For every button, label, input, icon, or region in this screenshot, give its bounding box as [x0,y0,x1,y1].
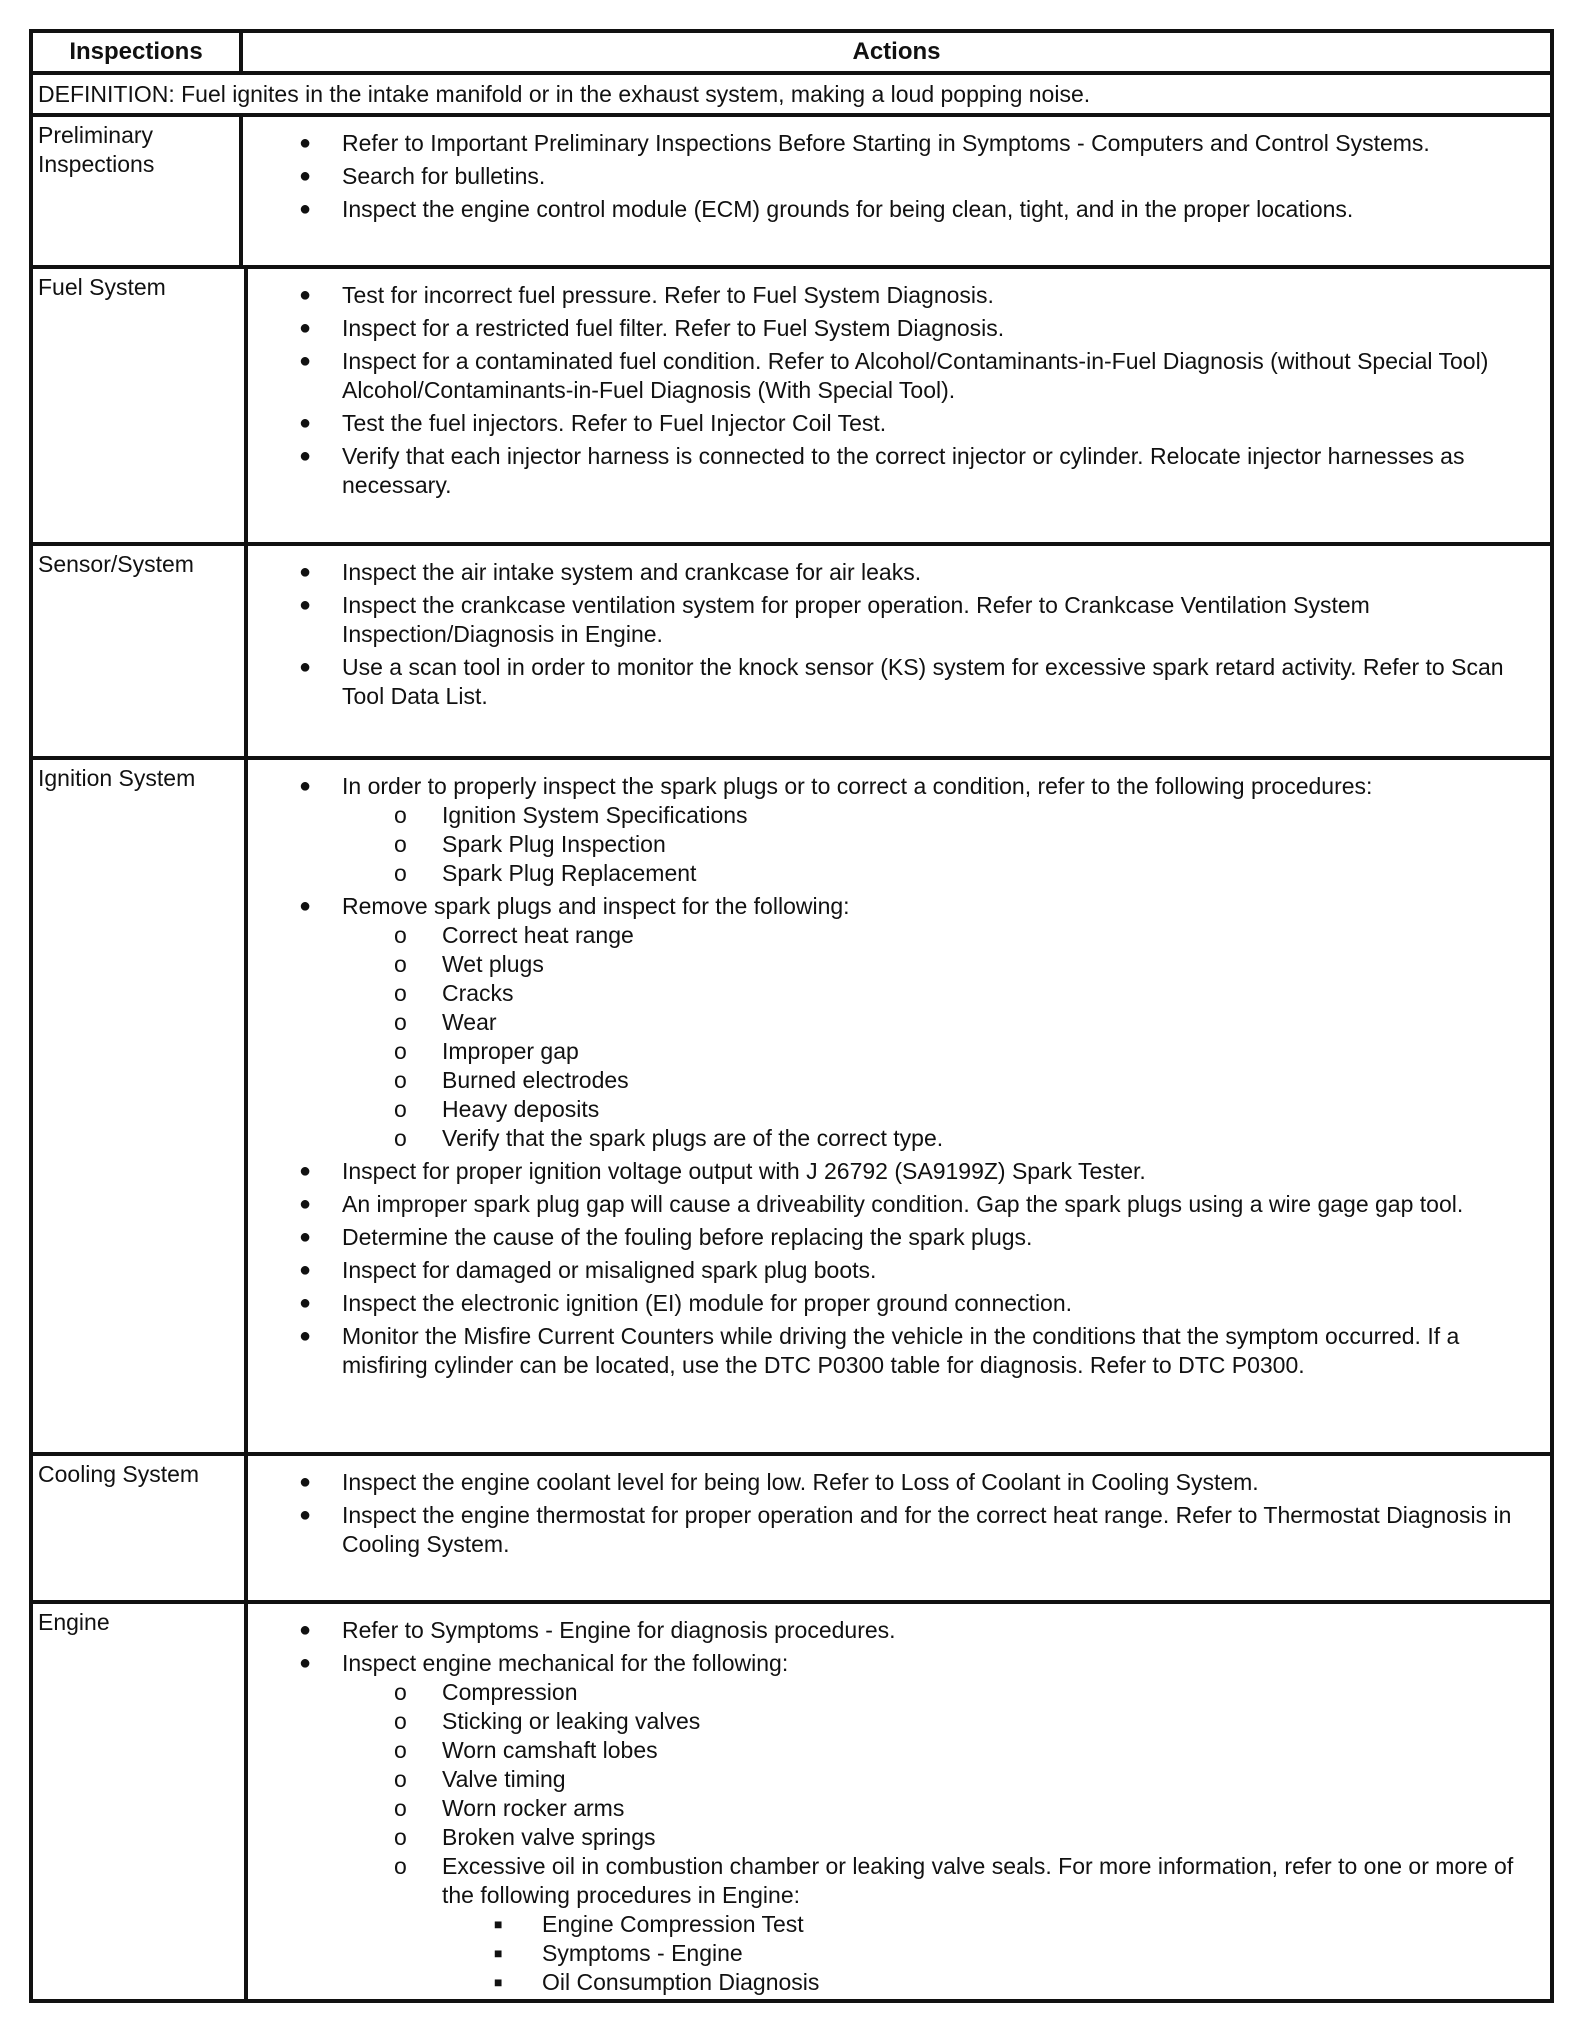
bullet-icon: o [394,1679,407,1705]
action-text: Test for incorrect fuel pressure. Refer to Fuel System Diagnosis. [342,282,994,308]
bullet-icon: ● [299,1325,312,1347]
action-text: Monitor the Misfire Current Counters while driving the vehicle in the conditions that the symptom occurred. If a misfiring cylinder can be located, use the DTC P0300 table for diagnosis. Refer to DTC P0300. [342,1323,1460,1378]
action-subitem [342,1765,1542,1794]
bullet-icon: ● [299,775,312,797]
bullet-icon: ● [299,561,312,583]
action-text: Refer to Important Preliminary Inspections Before Starting in Symptoms - Computers and Control Systems. [342,130,1430,156]
action-text: Spark Plug Inspection [442,831,666,857]
definition-text: DEFINITION: Fuel ignites in the intake manifold or in the exhaust system, making a loud popping noise. [38,81,1091,107]
action-text: Correct heat range [442,922,634,948]
action-text: Broken valve springs [442,1824,656,1850]
bullet-icon: o [394,1737,407,1763]
action-subitem [342,1852,1542,1997]
action-text: Inspect for a restricted fuel filter. Refer to Fuel System Diagnosis. [342,315,1005,341]
action-text: Inspect the engine thermostat for proper operation and for the correct heat range. Refer to Thermostat Diagnosis in Cooling System. [342,1502,1512,1557]
inspection-label: Cooling System [33,1456,248,1600]
action-list-level-1 [243,546,1550,711]
bullet-icon: ● [299,895,312,917]
action-item [243,1256,1542,1285]
action-text: Valve timing [442,1766,566,1792]
action-text: Improper gap [442,1038,579,1064]
bullet-icon: ● [299,1226,312,1248]
bullet-icon: ● [299,1193,312,1215]
bullet-icon: o [394,802,407,828]
bullet-icon: ● [299,1160,312,1182]
action-list-level-1 [243,269,1550,500]
row-cooling-system [33,1452,1550,1600]
action-item [243,129,1542,158]
action-subitem [442,1968,1542,1997]
bullet-icon: o [394,1824,407,1850]
action-text: Engine Compression Test [542,1911,804,1937]
action-text: Use a scan tool in order to monitor the knock sensor (KS) system for excessive spark retard activity. Refer to Scan Tool Data List. [342,654,1504,709]
inspections-table [29,29,1554,2003]
action-subitem [342,979,1542,1008]
bullet-icon: ● [299,445,312,467]
actions-cell [243,760,1550,1452]
action-item [243,1649,1542,1997]
bullet-icon: o [394,1009,407,1035]
action-item [243,409,1542,438]
action-text: Test the fuel injectors. Refer to Fuel Injector Coil Test. [342,410,887,436]
action-subitem [342,1008,1542,1037]
action-item [243,162,1542,191]
action-list-level-1 [243,760,1550,1380]
action-item [243,442,1542,500]
action-item [243,1223,1542,1252]
action-subitem [342,1707,1542,1736]
bullet-icon: o [394,1708,407,1734]
action-text: Search for bulletins. [342,163,546,189]
action-item [243,1157,1542,1186]
inspection-label: Preliminary Inspections [33,117,243,265]
row-ignition-system [33,756,1550,1452]
action-item [243,653,1542,711]
action-item [243,1501,1542,1559]
action-text: Worn rocker arms [442,1795,625,1821]
action-text: Spark Plug Replacement [442,860,697,886]
action-text: Inspect for damaged or misaligned spark plug boots. [342,1257,877,1283]
row-preliminary-inspections [33,113,1550,265]
action-subitem [442,1910,1542,1939]
bullet-icon: ● [299,198,312,220]
action-subitem [342,921,1542,950]
action-item [243,347,1542,405]
bullet-icon: ● [299,1652,312,1674]
action-item [243,1190,1542,1219]
action-text: Excessive oil in combustion chamber or leaking valve seals. For more information, refer to one or more of the following procedures in Engine: [442,1853,1514,1908]
action-text: Heavy deposits [442,1096,600,1122]
action-text: Inspect for proper ignition voltage output with J 26792 (SA9199Z) Spark Tester. [342,1158,1146,1184]
action-text: Inspect the engine control module (ECM) grounds for being clean, tight, and in the proper locations. [342,196,1354,222]
bullet-icon: o [394,831,407,857]
action-list-level-2 [342,1678,1542,1997]
action-item [243,314,1542,343]
actions-cell [243,1604,1550,1999]
action-subitem [342,1124,1542,1153]
action-text: An improper spark plug gap will cause a driveability condition. Gap the spark plugs using a wire gage gap tool. [342,1191,1464,1217]
bullet-icon: ● [299,317,312,339]
bullet-icon: o [394,1125,407,1151]
action-list-level-2 [342,801,1542,888]
action-item [243,1468,1542,1497]
action-subitem [442,1939,1542,1968]
header-inspections: Inspections [33,33,243,71]
action-subitem [342,801,1542,830]
action-text: Remove spark plugs and inspect for the following: [342,893,850,919]
action-text: Cracks [442,980,514,1006]
bullet-icon: ■ [494,1945,503,1961]
action-text: Worn camshaft lobes [442,1737,658,1763]
action-item [243,1289,1542,1318]
action-text: Inspect the air intake system and crankcase for air leaks. [342,559,922,585]
bullet-icon: o [394,922,407,948]
actions-cell [243,117,1550,265]
action-item [243,1616,1542,1645]
bullet-icon: o [394,1067,407,1093]
action-text: Oil Consumption Diagnosis [542,1969,820,1995]
bullet-icon: ■ [494,1974,503,1990]
bullet-icon: ● [299,1619,312,1641]
action-text: Symptoms - Engine [542,1940,743,1966]
row-sensor-system [33,542,1550,756]
action-text: Ignition System Specifications [442,802,748,828]
action-text: Inspect for a contaminated fuel condition. Refer to Alcohol/Contaminants-in-Fuel Diagnosis (without Special Tool) Alcohol/Contaminants-in-Fuel Diagnosis (With Special Tool). [342,348,1489,403]
action-item [243,892,1542,1153]
action-text: Sticking or leaking valves [442,1708,701,1734]
bullet-icon: o [394,951,407,977]
table-header-row [33,33,1550,71]
bullet-icon: o [394,1795,407,1821]
action-text: Determine the cause of the fouling before replacing the spark plugs. [342,1224,1033,1250]
bullet-icon: o [394,1766,407,1792]
action-item [243,281,1542,310]
action-subitem [342,950,1542,979]
action-item [243,195,1542,224]
inspection-label: Fuel System [33,269,248,542]
bullet-icon: ● [299,1292,312,1314]
action-text: Burned electrodes [442,1067,629,1093]
action-subitem [342,830,1542,859]
row-fuel-system [33,265,1550,542]
action-text: Compression [442,1679,578,1705]
action-list-level-1 [243,1604,1550,1997]
header-actions: Actions [852,38,941,65]
bullet-icon: o [394,860,407,886]
bullet-icon: o [394,1096,407,1122]
actions-cell [243,269,1550,542]
bullet-icon: ● [299,1471,312,1493]
action-subitem [342,1736,1542,1765]
bullet-icon: ● [299,594,312,616]
bullet-icon: ● [299,284,312,306]
bullet-icon: ■ [494,1916,503,1932]
action-subitem [342,1794,1542,1823]
bullet-icon: ● [299,412,312,434]
action-text: Verify that each injector harness is connected to the correct injector or cylinder. Relocate injector harnesses as necessary. [342,443,1465,498]
bullet-icon: ● [299,350,312,372]
action-subitem [342,1066,1542,1095]
definition-row [33,71,1550,113]
action-subitem [342,1823,1542,1852]
action-subitem [342,859,1542,888]
action-item [243,772,1542,888]
action-list-level-1 [243,117,1550,224]
action-subitem [342,1678,1542,1707]
actions-cell [243,546,1550,756]
action-text: Inspect the crankcase ventilation system for proper operation. Refer to Crankcase Ventilation System Inspection/Diagnosis in Engine. [342,592,1370,647]
action-item [243,591,1542,649]
inspection-label: Sensor/System [33,546,248,756]
action-list-level-2 [342,921,1542,1153]
inspection-label: Ignition System [33,760,248,1452]
bullet-icon: o [394,1038,407,1064]
action-text: Wear [442,1009,497,1035]
action-text: Inspect the engine coolant level for being low. Refer to Loss of Coolant in Cooling System. [342,1469,1259,1495]
action-text: Inspect the electronic ignition (EI) module for proper ground connection. [342,1290,1073,1316]
action-text: Refer to Symptoms - Engine for diagnosis procedures. [342,1617,896,1643]
action-text: Wet plugs [442,951,544,977]
bullet-icon: o [394,980,407,1006]
action-list-level-1 [243,1456,1550,1559]
action-subitem [342,1037,1542,1066]
bullet-icon: ● [299,1504,312,1526]
action-text: Verify that the spark plugs are of the correct type. [442,1125,944,1151]
actions-cell [243,1456,1550,1600]
action-item [243,1322,1542,1380]
bullet-icon: ● [299,1259,312,1281]
action-item [243,558,1542,587]
inspection-label: Engine [33,1604,248,1999]
bullet-icon: o [394,1853,407,1879]
bullet-icon: ● [299,165,312,187]
action-text: In order to properly inspect the spark plugs or to correct a condition, refer to the following procedures: [342,773,1373,799]
bullet-icon: ● [299,132,312,154]
action-text: Inspect engine mechanical for the following: [342,1650,789,1676]
row-engine [33,1600,1550,1999]
action-list-level-3 [442,1910,1542,1997]
bullet-icon: ● [299,656,312,678]
action-subitem [342,1095,1542,1124]
